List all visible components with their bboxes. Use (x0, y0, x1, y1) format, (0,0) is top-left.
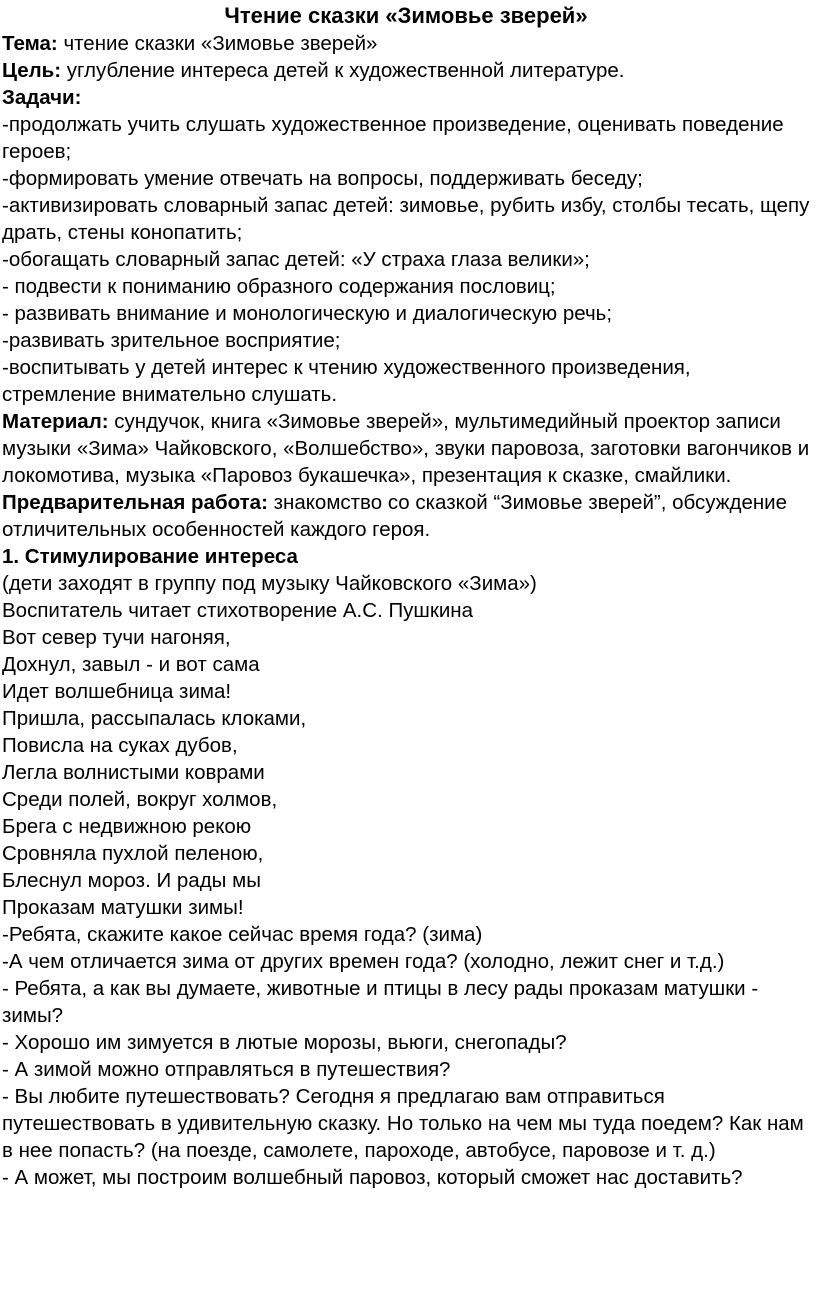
material-paragraph (2, 408, 810, 489)
text-line: Воспитатель читает стихотворение А.С. Пушкина (2, 599, 474, 622)
material-text: сундучок, книга «Зимовье зверей», мультимедийный проектор записи музыки «Зима» Чайковского, «Волшебство», звуки паровоза, заготовки вагончиков и локомотива, музыка «Паровоз букашечка», презентация к сказке, смайлики. (2, 410, 810, 487)
dialogue-line: - Вы любите путешествовать? Сегодня я предлагаю вам отправиться путешествовать в удивительную сказку. Но только на чем мы туда поедем? Как нам в нее попасть? (на поезде, самолете, пароходе, автобусе, паровозе и т. д.) (2, 1085, 804, 1162)
dialogue-line: - Ребята, а как вы думаете, животные и птицы в лесу рады проказам матушки - зимы? (2, 977, 759, 1027)
poem-line: Брега с недвижною рекою (2, 815, 252, 838)
text-line: (дети заходят в группу под музыку Чайковского «Зима») (2, 572, 537, 595)
poem-line: Проказам матушки зимы! (2, 896, 244, 919)
dialogue-line: - А может, мы построим волшебный паровоз, который сможет нас доставить? (2, 1166, 743, 1189)
document-title: Чтение сказки «Зимовье зверей» (224, 3, 588, 28)
poem-line: Вот север тучи нагоняя, (2, 626, 231, 649)
zadacha-item: -формировать умение отвечать на вопросы, поддерживать беседу; (2, 167, 643, 190)
cel-paragraph (2, 57, 810, 84)
zadachi-list (2, 111, 810, 408)
poem-line: Идет волшебница зима! (2, 680, 232, 703)
poem-line: Повисла на суках дубов, (2, 734, 238, 757)
poem-line: Сровняла пухлой пеленою, (2, 842, 264, 865)
zadacha-item: - развивать внимание и монологическую и диалогическую речь; (2, 302, 613, 325)
predvaritelnaya-text: знакомство со сказкой “Зимовье зверей”, обсуждение отличительных особенностей каждого героя. (2, 491, 788, 541)
zadachi-label: Задачи: (2, 86, 82, 109)
dialogue-line: -А чем отличается зима от других времен года? (холодно, лежит снег и т.д.) (2, 950, 725, 973)
zadacha-item: -активизировать словарный запас детей: зимовье, рубить избу, столбы тесать, щепу драть, стены конопатить; (2, 194, 810, 244)
zadacha-item: - подвести к пониманию образного содержания пословиц; (2, 275, 556, 298)
dialogue-line: - Хорошо им зимуется в лютые морозы, вьюги, снегопады? (2, 1031, 567, 1054)
zadacha-item: -продолжать учить слушать художественное произведение, оценивать поведение героев; (2, 113, 784, 163)
dialogue-line: - А зимой можно отправляться в путешествия? (2, 1058, 451, 1081)
zadacha-item: -обогащать словарный запас детей: «У страха глаза велики»; (2, 248, 590, 271)
section-lines (2, 570, 810, 1191)
poem-line: Блеснул мороз. И рады мы (2, 869, 261, 892)
section-heading: 1. Стимулирование интереса (2, 545, 298, 568)
predvaritelnaya-paragraph (2, 489, 810, 543)
poem-line: Пришла, рассыпалась клоками, (2, 707, 307, 730)
cel-text: углубление интереса детей к художественной литературе. (61, 59, 625, 82)
predvaritelnaya-label: Предварительная работа: (2, 491, 268, 514)
poem-line: Среди полей, вокруг холмов, (2, 788, 278, 811)
tema-text: чтение сказки «Зимовье зверей» (57, 32, 378, 55)
material-label: Материал: (2, 410, 109, 433)
zadacha-item: -воспитывать у детей интерес к чтению художественного произведения, стремление внимательно слушать. (2, 356, 691, 406)
tema-label: Тема: (2, 32, 58, 55)
cel-label: Цель: (2, 59, 62, 82)
zadacha-item: -развивать зрительное восприятие; (2, 329, 341, 352)
poem-line: Дохнул, завыл - и вот сама (2, 653, 260, 676)
poem-line: Легла волнистыми коврами (2, 761, 265, 784)
tema-paragraph (2, 30, 810, 57)
dialogue-line: -Ребята, скажите какое сейчас время года? (зима) (2, 923, 483, 946)
